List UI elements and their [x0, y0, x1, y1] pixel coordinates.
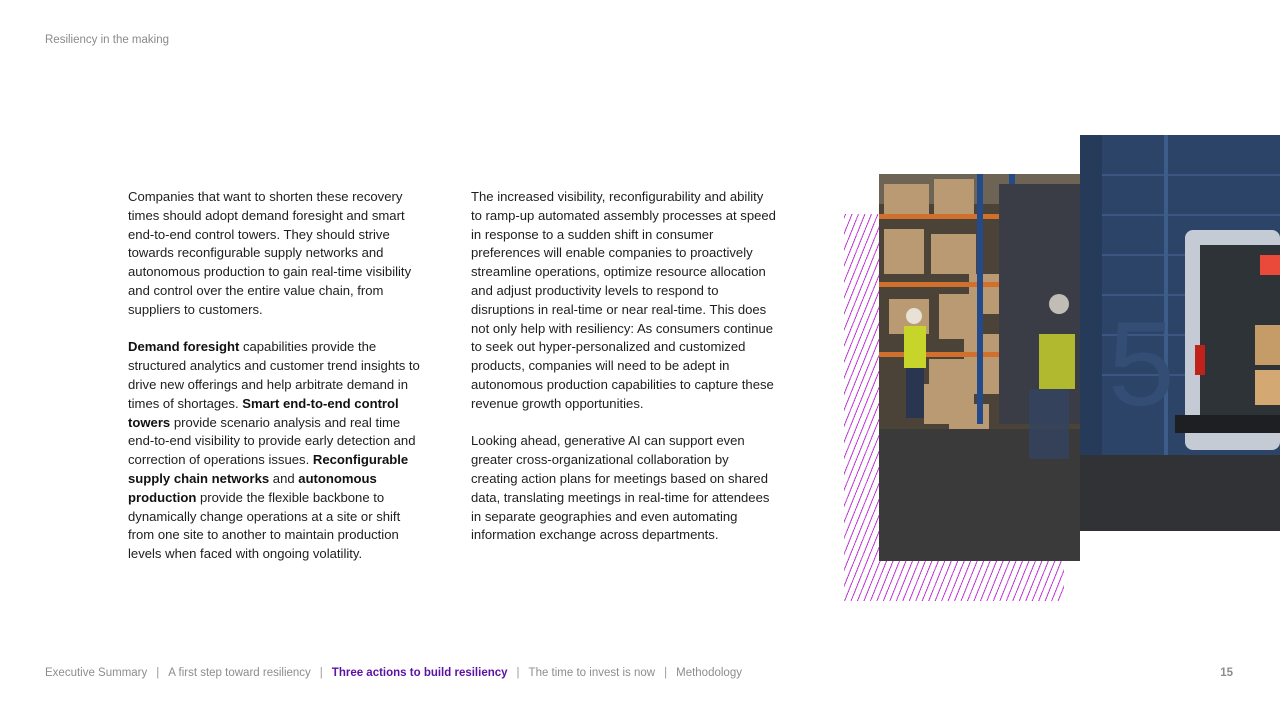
left-paragraph-2-text-1: capabilities provide the structured analytics and customer trend insights to drive new offerings and help arbitrate demand in times of shortages.	[128, 339, 420, 411]
left-paragraph-2-text-3: and	[269, 470, 299, 486]
term-control-towers: Smart end-to-end control towers	[128, 395, 399, 430]
footer-separator: |	[664, 667, 668, 679]
footer-nav-first-step[interactable]: A first step toward resiliency	[168, 667, 311, 679]
term-autonomous-production: autonomous production	[128, 470, 377, 505]
term-demand-foresight: Demand foresight	[128, 339, 240, 355]
left-paragraph-2-text-4: provide the flexible backbone to dynamically change operations at a site or shift from one site to another to maintain production levels when faced with ongoing volatility.	[128, 489, 401, 562]
footer-separator: |	[319, 667, 323, 679]
footer-nav-executive-summary[interactable]: Executive Summary	[45, 667, 148, 679]
term-reconfigurable-networks: Reconfigurable supply chain networks	[128, 452, 409, 486]
left-paragraph-2	[128, 338, 426, 564]
footer-separator: |	[156, 667, 160, 679]
right-paragraph-2: Looking ahead, generative AI can support even greater cross-organizational collaboration by creating action plans for meetings based on shared data, translating meetings in real-time for attendees in separate geographies and even automating information exchange across departments.	[471, 433, 770, 543]
left-paragraph-2-text-2: provide scenario analysis and real time end-to-end visibility to provide early detection and correction of operations issues.	[128, 414, 416, 468]
right-paragraph-1: The increased visibility, reconfigurability and ability to ramp-up automated assembly processes at speed in response to a sudden shift in consumer preferences will enable companies to proactively streamline operations, optimize resource allocation and adjust productivity levels to respond to disruptions in real-time or near real-time. This does not only help with resiliency: As consumers continue to seek out hyper-personalized and customized products, companies will need to be adept in autonomous production capabilities to capture these revenue growth opportunities.	[471, 189, 776, 411]
page-number: 15	[1220, 667, 1233, 679]
footer-navigation	[45, 667, 742, 679]
wall-number: 5	[1108, 297, 1175, 431]
delivery-van-photo	[1080, 135, 1280, 531]
warehouse-photo	[879, 174, 1080, 561]
header-title: Resiliency in the making	[45, 34, 170, 46]
footer-nav-methodology[interactable]: Methodology	[676, 667, 742, 679]
footer-separator: |	[516, 667, 520, 679]
footer-nav-time-to-invest[interactable]: The time to invest is now	[528, 667, 656, 679]
footer-nav-three-actions[interactable]: Three actions to build resiliency	[331, 667, 508, 679]
right-text-column	[471, 188, 776, 564]
left-paragraph-1: Companies that want to shorten these recovery times should adopt demand foresight and smart end-to-end control towers. They should strive towards reconfigurable supply networks and autonomous production to gain real-time visibility and control over the entire value chain, from suppliers to customers.	[128, 189, 412, 317]
left-text-column	[128, 188, 426, 583]
